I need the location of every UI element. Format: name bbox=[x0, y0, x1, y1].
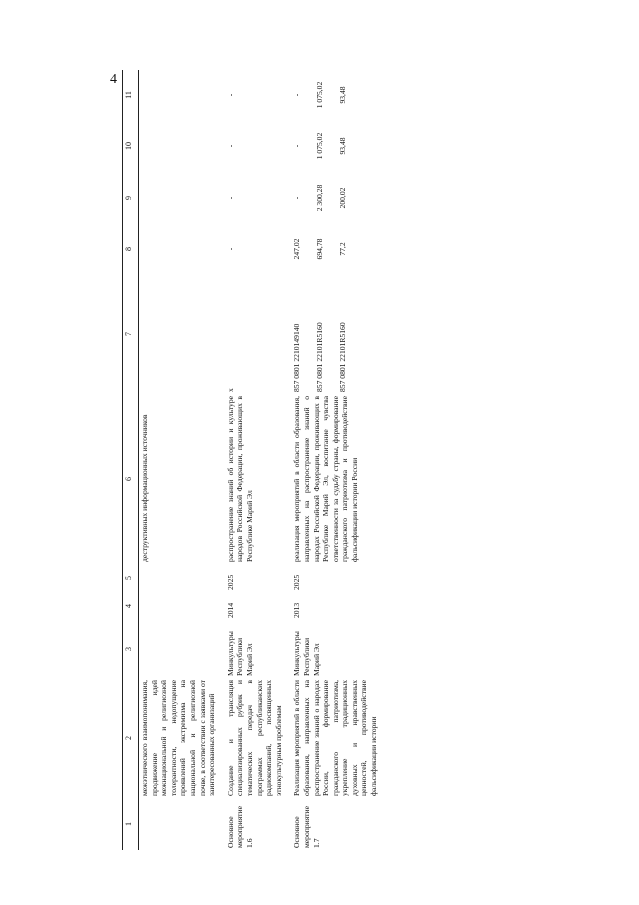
cell-col10 bbox=[139, 120, 218, 172]
col-header-3: 3 bbox=[123, 620, 139, 678]
cell-col11 bbox=[284, 70, 379, 120]
cell-end-year bbox=[139, 564, 218, 592]
col-header-10: 10 bbox=[123, 120, 139, 172]
cell-activity-id bbox=[139, 798, 218, 850]
cell-col11 bbox=[218, 70, 285, 120]
amount-line: - bbox=[292, 93, 302, 97]
cell-start-year: 2014 bbox=[225, 602, 235, 618]
amount-line: - bbox=[292, 196, 302, 200]
budget-code-line: 857 0801 2210149140 bbox=[292, 323, 302, 392]
budget-code-line: 857 0801 22101R5160 bbox=[315, 322, 325, 392]
table-header-row bbox=[123, 70, 139, 850]
amount-line: - bbox=[225, 144, 235, 148]
amount-line bbox=[140, 122, 163, 170]
col-header-2: 2 bbox=[123, 678, 139, 798]
table-row-continuation bbox=[139, 70, 218, 850]
budget-code-line: 857 0801 22101R5160 bbox=[338, 322, 348, 392]
amount-line bbox=[140, 226, 163, 272]
budget-code-line: x bbox=[225, 388, 235, 392]
cell-end-year: 2025 bbox=[292, 574, 302, 590]
col-header-7: 7 bbox=[123, 274, 139, 394]
cell-col9 bbox=[218, 172, 285, 224]
program-activities-table bbox=[122, 70, 380, 850]
cell-executor: Минкультуры Республики Марий Эл bbox=[292, 631, 321, 676]
table-row-activity-1-7 bbox=[284, 70, 379, 850]
col-header-5: 5 bbox=[123, 564, 139, 592]
budget-code-line bbox=[140, 276, 163, 392]
cell-activity-id: Основное мероприятие 1.6 bbox=[225, 806, 254, 848]
amount-line: 77,2 bbox=[338, 242, 348, 256]
cell-budget-code bbox=[139, 274, 218, 394]
cell-start-year: 2013 bbox=[292, 602, 302, 618]
col-header-9: 9 bbox=[123, 172, 139, 224]
amount-line: 694,78 bbox=[315, 238, 325, 260]
cell-col8 bbox=[218, 224, 285, 274]
cell-end-year: 2025 bbox=[225, 574, 235, 590]
cell-activity-name: Реализация мероприятий в области образования, направленных на распространение знаний о народах России, формирование гражданского патриотизма, укрепление традиционных духовных и нравственных ценностей, противодействие фальсификации истории bbox=[292, 680, 379, 796]
cell-activity-name: межэтнического взаимопонимания, продвижение идей межнациональной и религиозной толерантности, недопущение проявлений экстремизма на национальной и религиозной почве, в соответствии с заявками от заинтересованных организаций bbox=[140, 680, 217, 796]
cell-col9 bbox=[284, 172, 379, 224]
amount-line: - bbox=[225, 247, 235, 251]
cell-expected-result: деструктивных информационных источников bbox=[140, 414, 149, 562]
cell-col11 bbox=[139, 70, 218, 120]
cell-expected-result: реализация мероприятий в области образования, направленных на распространение знаний о народах Российской Федерации, проживающих в Республике Марий Эл, воспитание чувства ответственности за судьбу страны, формирование гражданского патриотизма и противодействие фальсификации истории России bbox=[292, 396, 359, 562]
amount-line: 200,02 bbox=[338, 187, 348, 209]
amount-line bbox=[140, 72, 163, 118]
amount-line bbox=[140, 174, 163, 222]
cell-col9 bbox=[139, 172, 218, 224]
page-number: 4 bbox=[110, 72, 117, 87]
rotated-table-region bbox=[122, 70, 562, 850]
col-header-11: 11 bbox=[123, 70, 139, 120]
cell-start-year bbox=[139, 592, 218, 620]
amount-line: 93,48 bbox=[338, 86, 348, 104]
cell-executor bbox=[139, 620, 218, 678]
cell-activity-name: Создание и трансляция специализированных рубрик и тематических передач в программах республиканских радиокомпаний, посвященных этнокультурным проблемам bbox=[225, 680, 283, 796]
amount-line: - bbox=[225, 93, 235, 97]
cell-col10 bbox=[218, 120, 285, 172]
amount-line: - bbox=[292, 144, 302, 148]
amount-line: 1 075,02 bbox=[315, 132, 325, 160]
col-header-8: 8 bbox=[123, 224, 139, 274]
col-header-1: 1 bbox=[123, 798, 139, 850]
amount-line: 1 075,02 bbox=[315, 81, 325, 109]
cell-activity-id: Основное мероприятие 1.7 bbox=[292, 806, 321, 848]
amount-line: 2 300,28 bbox=[315, 184, 325, 212]
amount-line: - bbox=[225, 196, 235, 200]
cell-col10 bbox=[284, 120, 379, 172]
col-header-4: 4 bbox=[123, 592, 139, 620]
cell-executor: Минкультуры Республики Марий Эл bbox=[225, 631, 254, 676]
cell-expected-result: распространение знаний об истории и культуре народов Российской Федерации, проживающих в Республике Марий Эл bbox=[225, 396, 254, 562]
table-row-activity-1-6 bbox=[218, 70, 285, 850]
amount-line: 93,48 bbox=[338, 137, 348, 155]
cell-budget-code bbox=[284, 274, 379, 394]
cell-col8 bbox=[139, 224, 218, 274]
cell-col8 bbox=[284, 224, 379, 274]
cell-budget-code bbox=[218, 274, 285, 394]
amount-line: 247,02 bbox=[292, 238, 302, 260]
col-header-6: 6 bbox=[123, 394, 139, 564]
